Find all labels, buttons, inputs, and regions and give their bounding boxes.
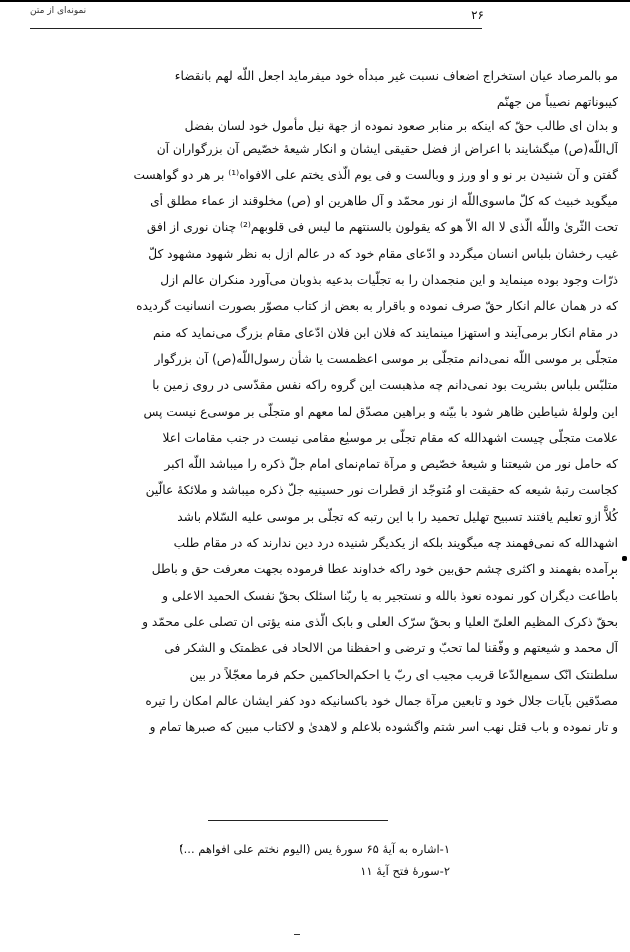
footnote-2: ۲-سورهٔ فتح آیهٔ ۱۱ [360, 864, 450, 878]
margin-dot [612, 577, 614, 579]
footnote-rule [208, 820, 388, 821]
margin-mark [622, 556, 627, 561]
text-line: باطاعت دیگران کور نموده نعوذ بالله و نستجیر به یا ربّنا اسئلک بحقّ نفسک الحمید الاعلی و [162, 588, 618, 603]
text-line: و بدان ای طالب حقّ که اینکه بر منابر صعود نموده از جهة نیل مأمول خود لسان بفضل [184, 118, 618, 133]
text-line: علامت متجلّی چیست اشهدالله که مقام تجلّی بر موسیٰع مقامی نیست در جنب مقامات اعلا [162, 430, 618, 445]
text-line: گفتن و آن شنیدن بر نو و او ورز و وبالست و فی یوم الّذی یختم علی الافواه⁽¹⁾ بر هر دو گواهست [133, 167, 618, 182]
text-line: متلبّس بلباس بشریت بود نمی‌دانم چه مذهبست این گروه راکه نفس مقدّسی در روی زمین با [152, 378, 618, 393]
text-line: مصدّقین بآیات جلال خود و تابعین مرآة جمال خود باکسانیکه دود کفر ایشان عالم امکان را تیره [145, 693, 618, 708]
text-line: کجاست رتبهٔ شیعه که حقیقت او مُتوجّد از قطرات نور حسینیه جلّ ذکره میباشد و ملائکهٔ عالّین [145, 483, 618, 498]
running-title: نمونه‌ای از متن [30, 6, 87, 16]
bottom-mark [294, 934, 300, 935]
text-line: میگوید خبیث که کلّ ماسوی‌اللّه از نور محمّد و آل طاهرین او (ص) مخلوقند از عماء مطلق أی [150, 194, 618, 209]
text-line: برآمده بفهمند و اکثری چشم حق‌بین خود راکه خداوند عطا فرموده بجهت معرفت حق و باطل [151, 562, 618, 577]
footnote-1: ۱-اشاره به آیهٔ ۶۵ سورهٔ یس (الیوم نختم علی افواهم ...) [179, 842, 450, 856]
top-border [0, 0, 630, 2]
text-line: متجلّی بر موسی اللّه نمی‌دانم متجلّی بر موسی اعظمست یا شأن رسول‌اللّه(ص) آن بزرگوار [154, 351, 618, 366]
text-line: ذرّات وجود بوده مینماید و این منجمدان را به تجلّیات بدعیه بذوبان می‌آورد منکران عالم ازل [160, 273, 618, 288]
text-line: غیب رخشان بلباس انسان میگردد و ادّعای مقام خود که در عالم ازل به نظر شهود مشهود کلّ [148, 246, 618, 261]
text-line: آل محمد و شیعتهم و وفّقنا لما تحبّ و ترضی و احفظنا من الالحاد فی عظمتک و الشکر فی [164, 641, 618, 656]
text-line: کیبوناتهم نصیباً من جهنّم [496, 95, 618, 110]
text-line: این ولولهٔ شیاطین ظاهر شود با بیّنه و براهین مصدّق لما معهم او متجلّی بر موسی‌ع نیست پس [143, 404, 618, 419]
text-line: اشهدالله که نمی‌فهمند چه میگویند بلکه از یکدیگر شنیده درد دین ندارند که در مقام طلب [173, 536, 618, 551]
page-number: ۲۶ [471, 8, 484, 22]
text-line: سلطنتک انّک سمیع‌الدّعا قریب مجیب ای ربّ یا احکم‌الحاکمین حکم فرما معجّلاً در بین [189, 667, 618, 682]
text-line: آل‌اللّه(ص) میگشایند با اعراض از فضل حقیقی ایشان و انکار شیعهٔ خصّیص آن بزرگواران آن [156, 141, 618, 156]
text-line: مو بالمرصاد عیان استخراج اضعاف نسبت غیر مبدأه خود میفرماید اجعل اللّه لهم بانقضاء [174, 69, 618, 83]
text-line: که در همان عالم انکار حقّ صرف نموده و باقرار به بعض از کتاب مصوّر بصورت انسانیت گردیده [136, 299, 618, 314]
text-line: و تار نموده و باب قتل نهب اسر شتم واگشوده بلاعلم و لاهدیٰ و لاکتاب مبین که صبرها تمام و [149, 720, 618, 735]
header-rule [30, 28, 482, 29]
text-line: که حامل نور من شیعتنا و شیعهٔ خصّیص و مرآة تمام‌نمای امام جلّ ذکره را میباشد اللّه اکبر [164, 457, 618, 472]
text-line: تحت الثّریٰ واللّه الّذی لا اله الاّ هو که یقولون بالسنتهم ما لیس فی قلوبهم⁽²⁾ چنان نوری از افق [146, 220, 618, 235]
body-text [68, 63, 618, 740]
text-line: در مقام انکار برمی‌آیند و استهزا مینمایند که فلان ابن فلان ادّعای مقام بزرگ می‌نماید که منم [153, 325, 618, 340]
footnotes [179, 838, 450, 882]
text-line: بحقّ ذکرک المظیم العلیّ العلیا و بحقّ سرّک العلی و بابک الّذی منه یؤتی ان تصلی علی محمّد و [142, 614, 618, 629]
text-line: کُلاًّ ازو تعلیم یافتند تسبیح تهلیل تحمید را با این رتبه که تجلّی بر موسی علیه السّلام باشد [177, 509, 618, 524]
